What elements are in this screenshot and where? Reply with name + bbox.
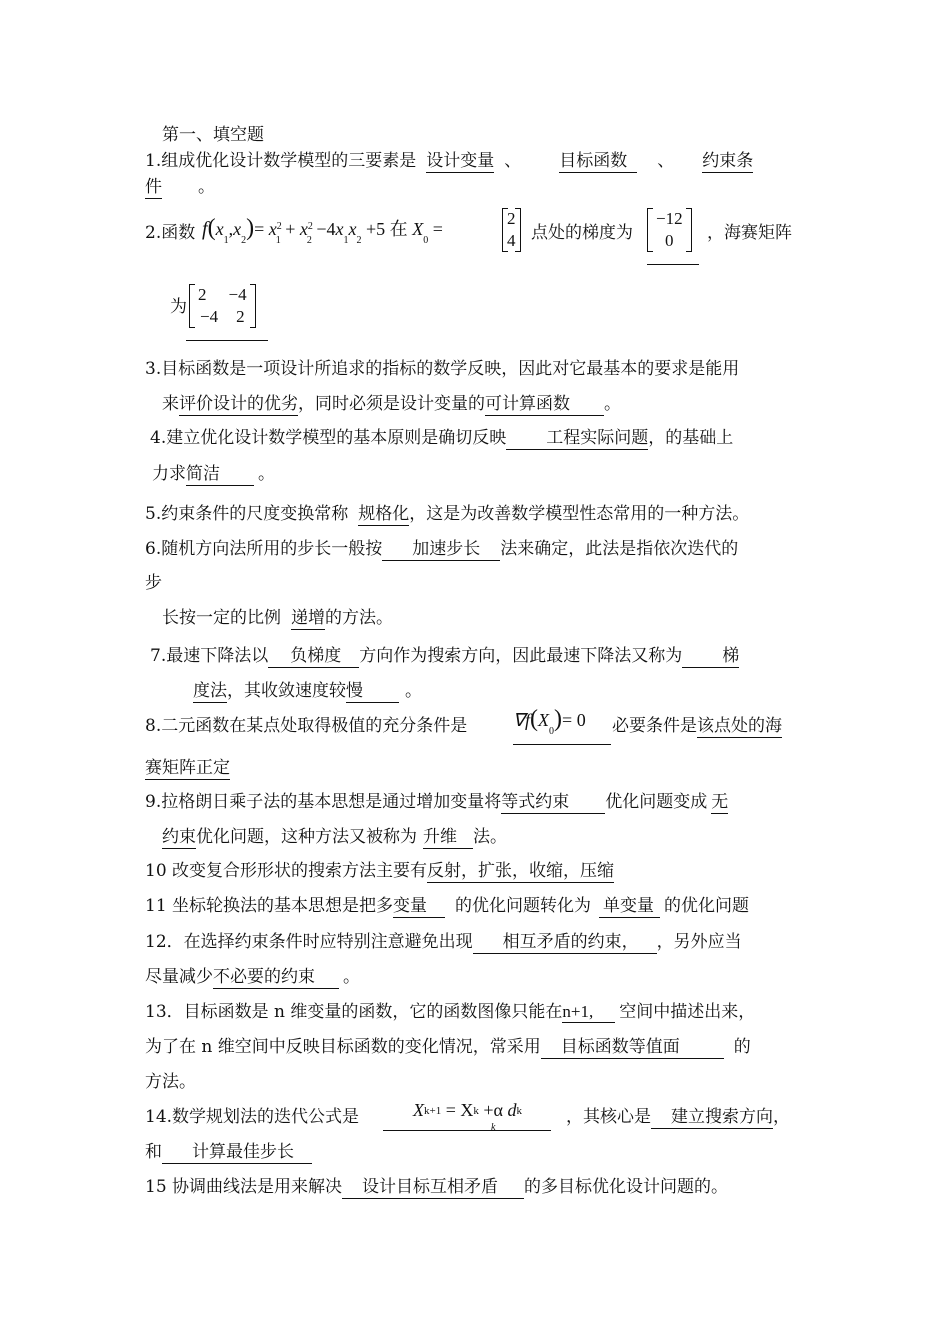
q7-blank-2: 梯 (682, 646, 739, 668)
q9-blank-2-cont: 约束 (162, 827, 196, 847)
question-12-line-2: 尽量减少不必要的约束 。 (145, 967, 360, 987)
q3-blank-1: 评价设计的优劣 (179, 394, 298, 414)
question-14-text: 14.数学规划法的迭代公式是 (145, 1107, 360, 1127)
q15-blank-1: 设计目标互相矛盾 (342, 1177, 524, 1199)
question-5: 5.约束条件的尺度变换常称 规格化，这是为改善数学模型性态常用的一种方法。 (145, 504, 750, 524)
q2-text-wei: 为 (170, 297, 187, 317)
q1-text: 1.组成优化设计数学模型的三要素是 (145, 151, 417, 171)
q1-blank-3-cont: 件 (145, 177, 162, 197)
q9-blank-3: 升维 (423, 827, 473, 849)
q10-blank-1: 反射，扩张，收缩，压缩 (427, 861, 615, 881)
question-6-line-3: 长按一定的比例 递增的方法。 (162, 608, 393, 628)
question-8-text: 8.二元函数在某点处取得极值的充分条件是 (145, 716, 468, 736)
q4-blank-2: 简洁 (186, 464, 254, 486)
q6-blank-1: 加速步长 (382, 539, 500, 561)
q13-blank-1: n+1, (562, 1002, 615, 1023)
q7-blank-1: 负梯度 (268, 646, 359, 668)
q14-blank-2: 计算最佳步长 (162, 1142, 312, 1164)
q7-blank-3: 慢 (346, 681, 399, 703)
q12-blank-2: 不必要的约束 (213, 967, 339, 989)
question-3-line-1: 3.目标函数是一项设计所追求的指标的数学反映，因此对它最基本的要求是能用 (145, 359, 740, 379)
q11-blank-2: 单变量 (599, 896, 660, 918)
section-title: 第一、填空题 (162, 125, 264, 145)
question-4-line-2: 力求简洁 。 (152, 464, 275, 484)
q4-blank-1: 工程实际问题 (506, 428, 648, 450)
q11-blank-1: 变量 (393, 896, 445, 918)
question-14-text-2: ，其核心是 建立搜索方向， (566, 1107, 790, 1127)
question-14-line-2: 和 计算最佳步长 (145, 1141, 312, 1163)
question-7-line-1: 7.最速下降法以 负梯度 方向作为搜索方向，因此最速下降法又称为 梯 (150, 646, 740, 666)
q1-blank-2: 目标函数 (559, 151, 637, 173)
question-1-line-1 (145, 150, 753, 172)
q8-gradient-formula: $\nabla f(X_0)= 0$ (513, 706, 611, 745)
question-13-line-2: 为了在 n 维空间中反映目标函数的变化情况，常采用 目标函数等值面 的 (145, 1037, 751, 1057)
question-8-line-2 (145, 757, 230, 779)
question-11: 11 坐标轮换法的基本思想是把多变量 的优化问题转化为 单变量 的优化问题 (145, 896, 750, 916)
question-13-line-3: 方法。 (145, 1072, 196, 1092)
q7-blank-2-cont: 度法 (193, 681, 227, 701)
q9-blank-2: 无 (711, 792, 729, 812)
q2-point-vector: 2 4 (502, 208, 521, 252)
question-9-line-1: 9.拉格朗日乘子法的基本思想是通过增加变量将等式约束 优化问题变成 无 (145, 792, 729, 812)
q2-hessian-answer: 2 −4 −4 2 (189, 284, 256, 328)
question-15: 15 协调曲线法是用来解决 设计目标互相矛盾 的多目标优化设计问题的。 (145, 1177, 729, 1197)
q3-blank-2: 可计算函数 (485, 394, 604, 416)
q5-blank-1: 规格化 (358, 504, 410, 524)
question-1-line-2 (145, 176, 215, 198)
q2-text-gradient: 点处的梯度为 (531, 223, 633, 243)
q8-blank-1-cont: 赛矩阵正定 (145, 758, 230, 778)
question-3-line-2: 来评价设计的优劣，同时必须是设计变量的可计算函数 。 (162, 394, 621, 414)
q14-blank-1: 建立搜索方向 (651, 1107, 773, 1129)
question-2-label: 2.函数 (145, 223, 196, 243)
q1-separator: 、 (657, 151, 675, 171)
q12-blank-1: 相互矛盾的约束， (473, 932, 657, 954)
question-12-line-1: 12．在选择约束条件时应特别注意避免出现 相互矛盾的约束， ，另外应当 (145, 932, 742, 952)
q1-separator: 、 (504, 151, 522, 171)
q9-blank-1: 等式约束 (501, 792, 605, 814)
q1-blank-1: 设计变量 (426, 151, 495, 171)
question-6-line-2: 步 (145, 573, 162, 593)
q6-blank-2: 递增 (291, 608, 325, 628)
q1-blank-3: 约束条 (702, 151, 754, 171)
q8-blank-1: 该点处的海 (697, 716, 782, 736)
q1-end: 。 (198, 177, 215, 197)
q2-text-hessian: ，海赛矩阵 (707, 223, 792, 243)
question-8-text-2: 必要条件是该点处的海 (612, 716, 782, 736)
q14-iteration-formula: Xk+1 = Xk +α dk k (383, 1100, 551, 1131)
question-10: 10 改变复合形形状的搜索方法主要有反射，扩张，收缩，压缩 (145, 861, 615, 881)
question-7-line-2: 度法，其收敛速度较慢 。 (193, 681, 422, 701)
question-9-line-2: 约束优化问题，这种方法又被称为 升维 法。 (162, 827, 507, 847)
q13-blank-2: 目标函数等值面 (541, 1037, 724, 1059)
question-13-line-1: 13．目标函数是 n 维变量的函数，它的函数图像只能在n+1, 空间中描述出来， (145, 1002, 756, 1022)
q2-function-formula: $f(x_1,x_2)= x^2_1 + x^2_2 -4x_1x_2 +5$ 在 $X_0$ = (202, 215, 443, 246)
q2-gradient-answer: −12 0 (647, 208, 692, 252)
question-4-line-1: 4.建立优化设计数学模型的基本原则是确切反映 工程实际问题，的基础上 (150, 428, 734, 448)
question-6-line-1: 6.随机方向法所用的步长一般按 加速步长 法来确定，此法是指依次迭代的 (145, 539, 739, 559)
